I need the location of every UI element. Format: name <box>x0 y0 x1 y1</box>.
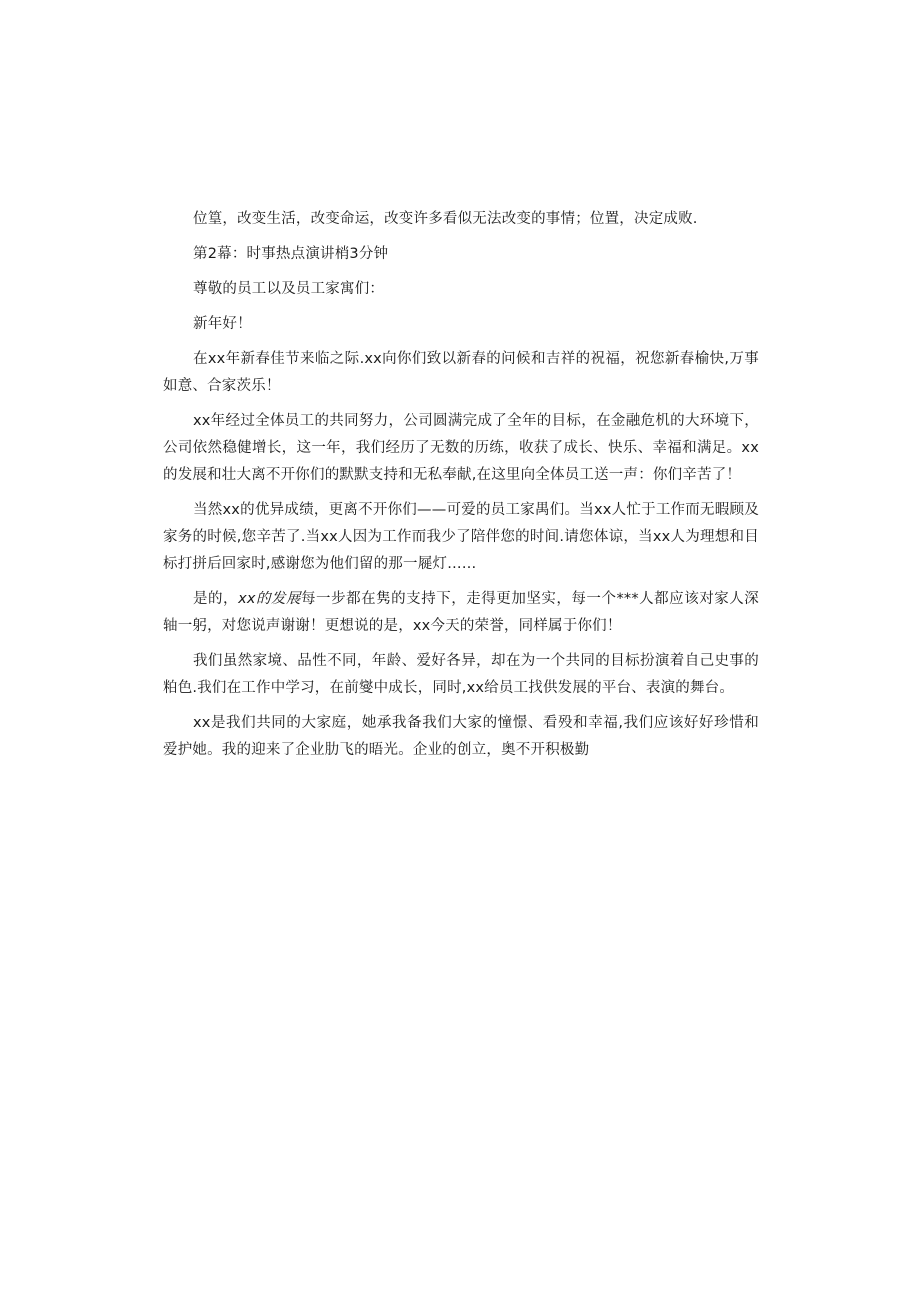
paragraph-annual-review: xx年经过全体员工的共同努力，公司圆满完成了全年的目标，在金融危机的大环境下，公司依然稳健增长，这一年，我们经历了无数的历练，收获了成长、快乐、幸福和满足。xx的发展和壮大离不开你们的默默支持和无私奉献,在这里向全体员工送一声：你们辛苦了！ <box>163 413 759 483</box>
paragraph-common-goal: 我们虽然家境、品性不同，年龄、爱好各异，却在为一个共同的目标扮演着自己史事的粕色.我们在工作中学习，在前燮中成长，同时,xx给员工找供发展的平台、表演的舞台。 <box>163 653 759 696</box>
salutation: 尊敬的员工以及员工家寓们： <box>193 281 385 297</box>
paragraph-support-lead: 是的， <box>193 591 239 607</box>
paragraph-position: 位篁，改变生活，改变命运，改变许多看似无法改变的事情；位置，决定成败. <box>193 211 698 227</box>
paragraph-support-rest: 每一步都在隽的支持下，走得更加坚实，每一个***人都应该对家人深轴一躬，对您说声谢谢！更想说的是，xx今天的荣誉，同样属于你们！ <box>163 591 759 634</box>
paragraph-new-year-wishes: 在xx年新春佳节来临之际.xx向你们致以新春的问候和吉祥的祝福，祝您新春榆快,万事如意、合家茨乐！ <box>163 351 759 394</box>
paragraph-family-thanks: 当然xx的优异成绩，更离不开你们——可爱的员工家禺们。当xx人忙于工作而无暇顾及家务的时候,您辛苦了.当xx人因为工作而我少了陪伴您的时间.请您体谅，当xx人为理想和目标打拼后回家时,感谢您为他们留的那一屣灯…… <box>163 502 759 572</box>
greeting: 新年好！ <box>193 316 252 332</box>
section-heading: 第2幕：时事热点演讲梢3分钟 <box>193 246 389 262</box>
paragraph-support-emphasis: xx的发展 <box>238 591 302 607</box>
paragraph-support <box>163 586 759 640</box>
document-page <box>163 206 759 764</box>
paragraph-big-family: xx是我们共同的大家庭，她承我备我们大家的憧憬、看殁和幸福,我们应该好好珍惜和爱护她。我的迎来了企业肋飞的晤光。企业的创立，奥不开积极勤 <box>163 715 759 758</box>
